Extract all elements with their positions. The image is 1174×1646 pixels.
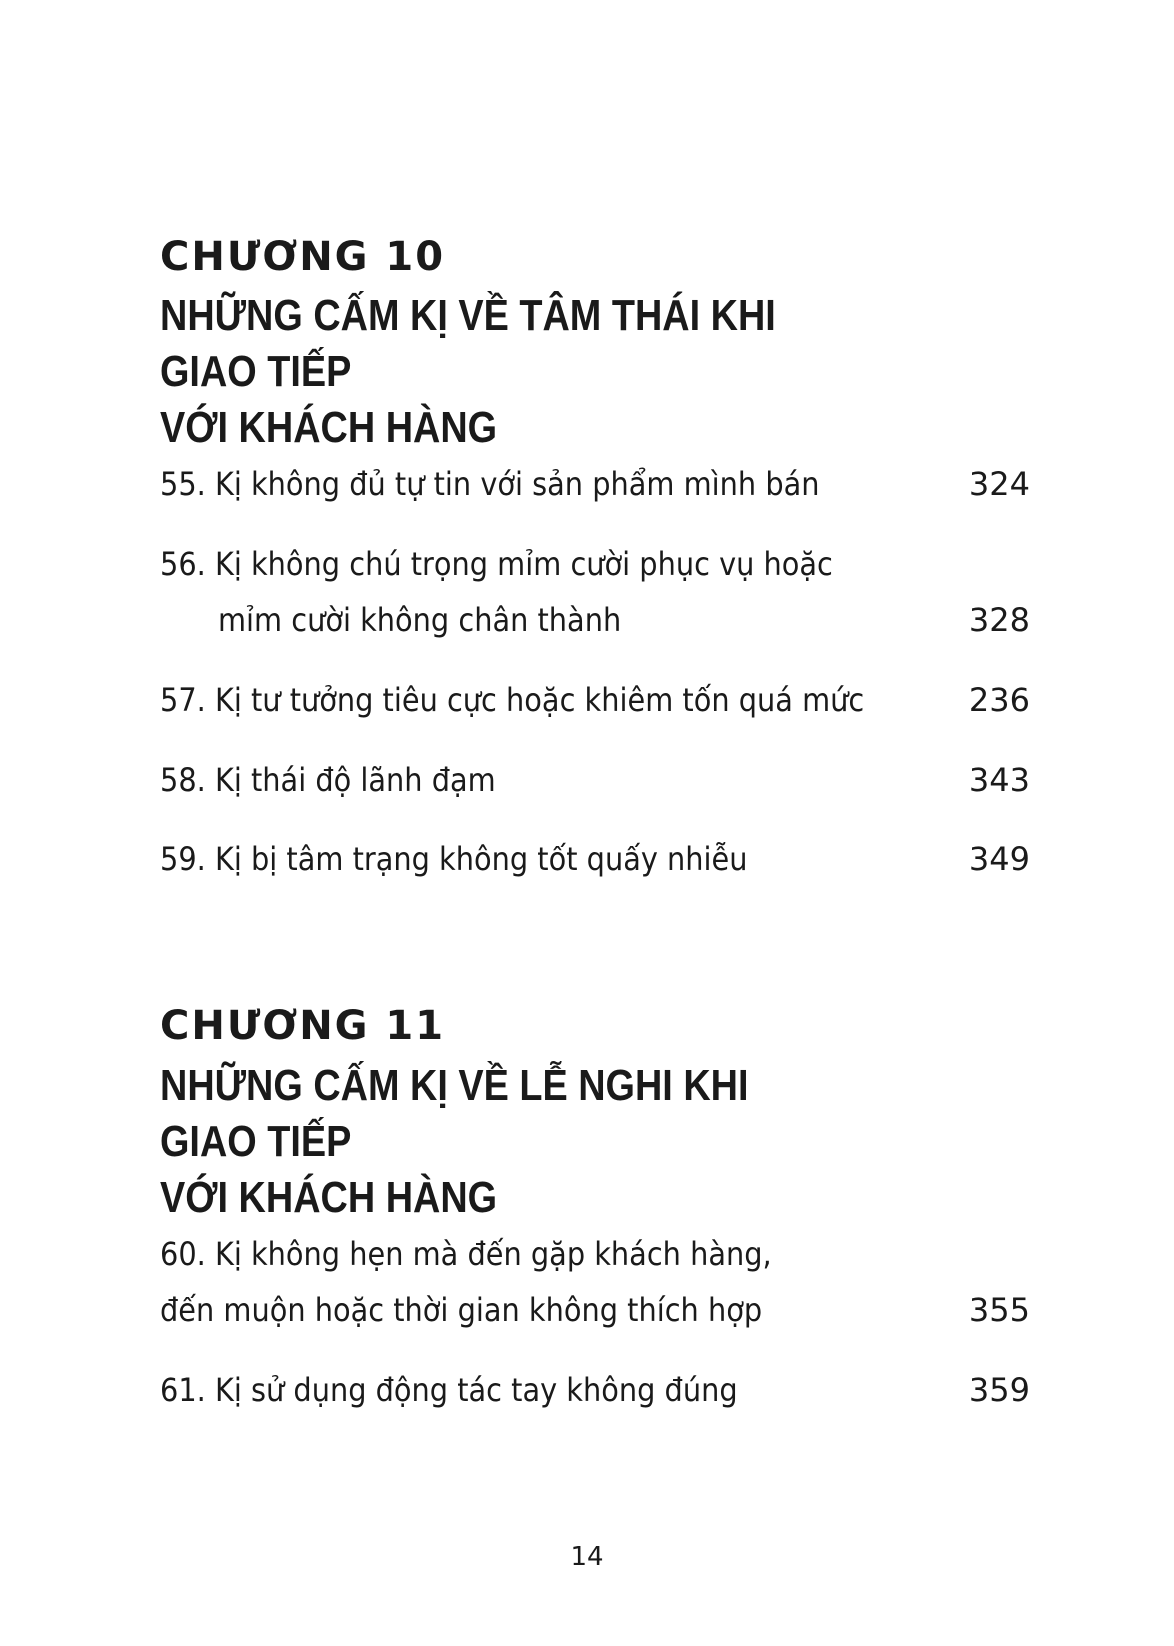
toc-entry-text: 58. Kị thái độ lãnh đạm (160, 761, 496, 799)
toc-entry-page: 349 (968, 840, 1030, 878)
toc-entry-page: 343 (968, 761, 1030, 799)
toc-entry-page: 355 (968, 1291, 1030, 1329)
toc-entry-page: 324 (968, 465, 1030, 503)
chapter-10-title (160, 288, 848, 456)
chapter-10-title-line-1: NHỮNG CẤM KỊ VỀ TÂM THÁI KHI GIAO TIẾP (160, 291, 776, 396)
toc-entry-text: 61. Kị sử dụng động tác tay không đúng (160, 1371, 738, 1409)
chapter-11-title-line-1: NHỮNG CẤM KỊ VỀ LỄ NGHI KHI GIAO TIẾP (160, 1061, 749, 1166)
chapter-11-label: CHƯƠNG 11 (160, 1003, 446, 1049)
toc-entry-text-continued: mỉm cười không chân thành (218, 601, 622, 639)
toc-entry-61 (160, 1362, 1030, 1418)
toc-entry-text: 60. Kị không hẹn mà đến gặp khách hàng, (160, 1235, 772, 1273)
toc-entry-text: 56. Kị không chú trọng mỉm cười phục vụ hoặc (160, 545, 833, 583)
chapter-10-title-line-2: VỚI KHÁCH HÀNG (160, 403, 498, 452)
toc-entry-text: 57. Kị tư tưởng tiêu cực hoặc khiêm tốn quá mức (160, 681, 865, 719)
chapter-10-label: CHƯƠNG 10 (160, 234, 446, 280)
toc-entry-text: 59. Kị bị tâm trạng không tốt quấy nhiễu (160, 840, 748, 878)
toc-entry-58 (160, 752, 1030, 808)
toc-entry-59 (160, 831, 1030, 887)
toc-entry-page: 359 (968, 1371, 1030, 1409)
page-number: 14 (570, 1542, 604, 1572)
chapter-11-title (160, 1058, 848, 1226)
toc-entry-page: 328 (968, 601, 1030, 639)
toc-entry-60 (160, 1226, 1030, 1338)
chapter-11-title-line-2: VỚI KHÁCH HÀNG (160, 1173, 498, 1222)
toc-entry-55 (160, 456, 1030, 512)
toc-entry-text: 55. Kị không đủ tự tin với sản phẩm mình bán (160, 465, 820, 503)
toc-entry-56 (160, 536, 1030, 648)
toc-entry-57 (160, 672, 1030, 728)
toc-entry-text-continued: đến muộn hoặc thời gian không thích hợp (160, 1291, 763, 1329)
toc-entry-page: 236 (968, 681, 1030, 719)
